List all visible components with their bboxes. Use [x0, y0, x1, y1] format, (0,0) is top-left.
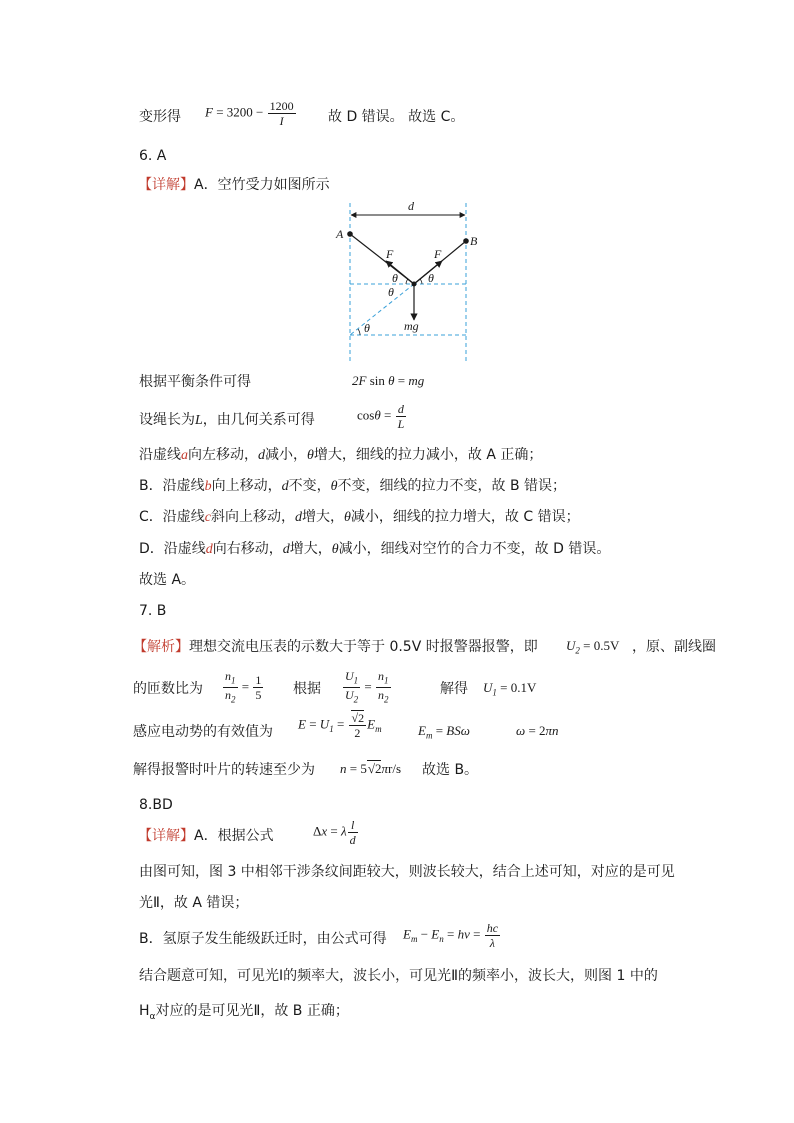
text-line: 故选 B。 — [422, 762, 479, 778]
formula-energy: $E_m - E_n = h\nu$ = $\frac{hc}{\lambda}$ — [403, 921, 499, 950]
question-number: 8.BD — [139, 797, 173, 813]
text-line: B．氢原子发生能级跃迁时，由公式可得 — [139, 931, 387, 947]
question-number: 7. B — [139, 603, 167, 619]
label-theta: θ — [392, 271, 398, 285]
text-line: C．沿虚线c斜向上移动，d增大，θ减小，细线的拉力增大，故 C 错误； — [139, 509, 580, 525]
angle-arc — [420, 279, 422, 284]
label-mg: mg — [404, 319, 419, 333]
text-line: 设绳长为L，由几何关系可得 — [139, 412, 315, 428]
text-line: 沿虚线a向左移动，d减小，θ增大，细线的拉力减小，故 A 正确； — [139, 447, 543, 463]
text-line: 解得报警时叶片的转速至少为 — [133, 762, 315, 778]
spool-point — [412, 282, 417, 287]
label-force: F — [434, 247, 442, 261]
text-line: 根据平衡条件可得 — [139, 374, 251, 390]
formula-u2: $U_2 = 0.5V$ — [566, 638, 620, 656]
label-theta: θ — [428, 271, 434, 285]
label-theta: θ — [364, 321, 370, 335]
text-line: ，原、副线圈 — [632, 639, 716, 655]
text-line: 由图可知，图 3 中相邻干涉条纹间距较大，则波长较大，结合上述可知，对应的是可见 — [139, 864, 675, 880]
formula-dx: Δx = λ $\frac{l}{d}$ — [313, 818, 356, 847]
text-line: B．沿虚线b向上移动，d不变，θ不变，细线的拉力不变，故 B 错误； — [139, 478, 567, 494]
text-line: 【解析】理想交流电压表的示数大于等于 0.5V 时报警器报警，即 — [133, 639, 538, 655]
text-line: 故选 A。 — [139, 572, 196, 588]
text-line: 变形得 — [139, 109, 181, 125]
angle-arc — [358, 329, 360, 335]
label-force: F — [386, 247, 394, 261]
text-line: 【详解】A．空竹受力如图所示 — [138, 177, 330, 193]
formula-u1: $U_1 = 0.1V$ — [483, 680, 537, 698]
label-b: B — [470, 234, 478, 248]
text-line: 根据 — [293, 681, 321, 697]
formula-em: $E_m = BS\omega$ — [418, 723, 470, 741]
formula-emf: $E = U_1$ = $\frac{√2}{2}$ $E_m$ — [298, 711, 382, 740]
text-line: 解得 — [440, 681, 468, 697]
text-line: 的匝数比为 — [133, 681, 203, 697]
formula-ratio: $\frac{n_1}{n_2}$ = $\frac{1}{5}$ — [225, 669, 262, 705]
formula-omega: ω = 2πn — [516, 723, 559, 738]
formula-cos: cosθ = $\frac{d}{L}$ — [357, 402, 405, 431]
text-line: 【详解】A．根据公式 — [138, 828, 274, 844]
point-a — [347, 231, 353, 237]
text-line: 感应电动势的有效值为 — [133, 724, 273, 740]
label-d: d — [408, 199, 414, 213]
formula-f: F = 3200 − $\frac{1200}{I}$ — [205, 99, 294, 128]
angle-arc — [406, 279, 408, 284]
formula-balance: 2F sin θ = mg — [352, 373, 425, 388]
text-line: $H_\alpha$对应的是可见光Ⅱ，故 B 正确； — [139, 1003, 349, 1022]
text-line: 故 D 错误。 故选 C。 — [328, 109, 465, 125]
label-a: A — [336, 227, 344, 241]
label-theta: θ — [388, 285, 394, 299]
text-line: 光Ⅱ，故 A 错误； — [139, 895, 249, 911]
question-number: 6. A — [139, 148, 167, 164]
force-arrow-left — [386, 261, 414, 284]
formula-transformer: $\frac{U_1}{U_2}$ = $\frac{n_1}{n_2}$ — [345, 669, 389, 705]
text-line: 结合题意可知，可见光Ⅰ的频率大，波长小，可见光Ⅱ的频率小，波长大，则图 1 中的 — [139, 968, 658, 984]
force-diagram — [330, 198, 490, 368]
formula-n: n = 5√2πr/s — [340, 761, 401, 776]
point-b — [463, 238, 469, 244]
text-line: D．沿虚线d向右移动，d增大，θ减小，细线对空竹的合力不变，故 D 错误。 — [139, 541, 611, 557]
